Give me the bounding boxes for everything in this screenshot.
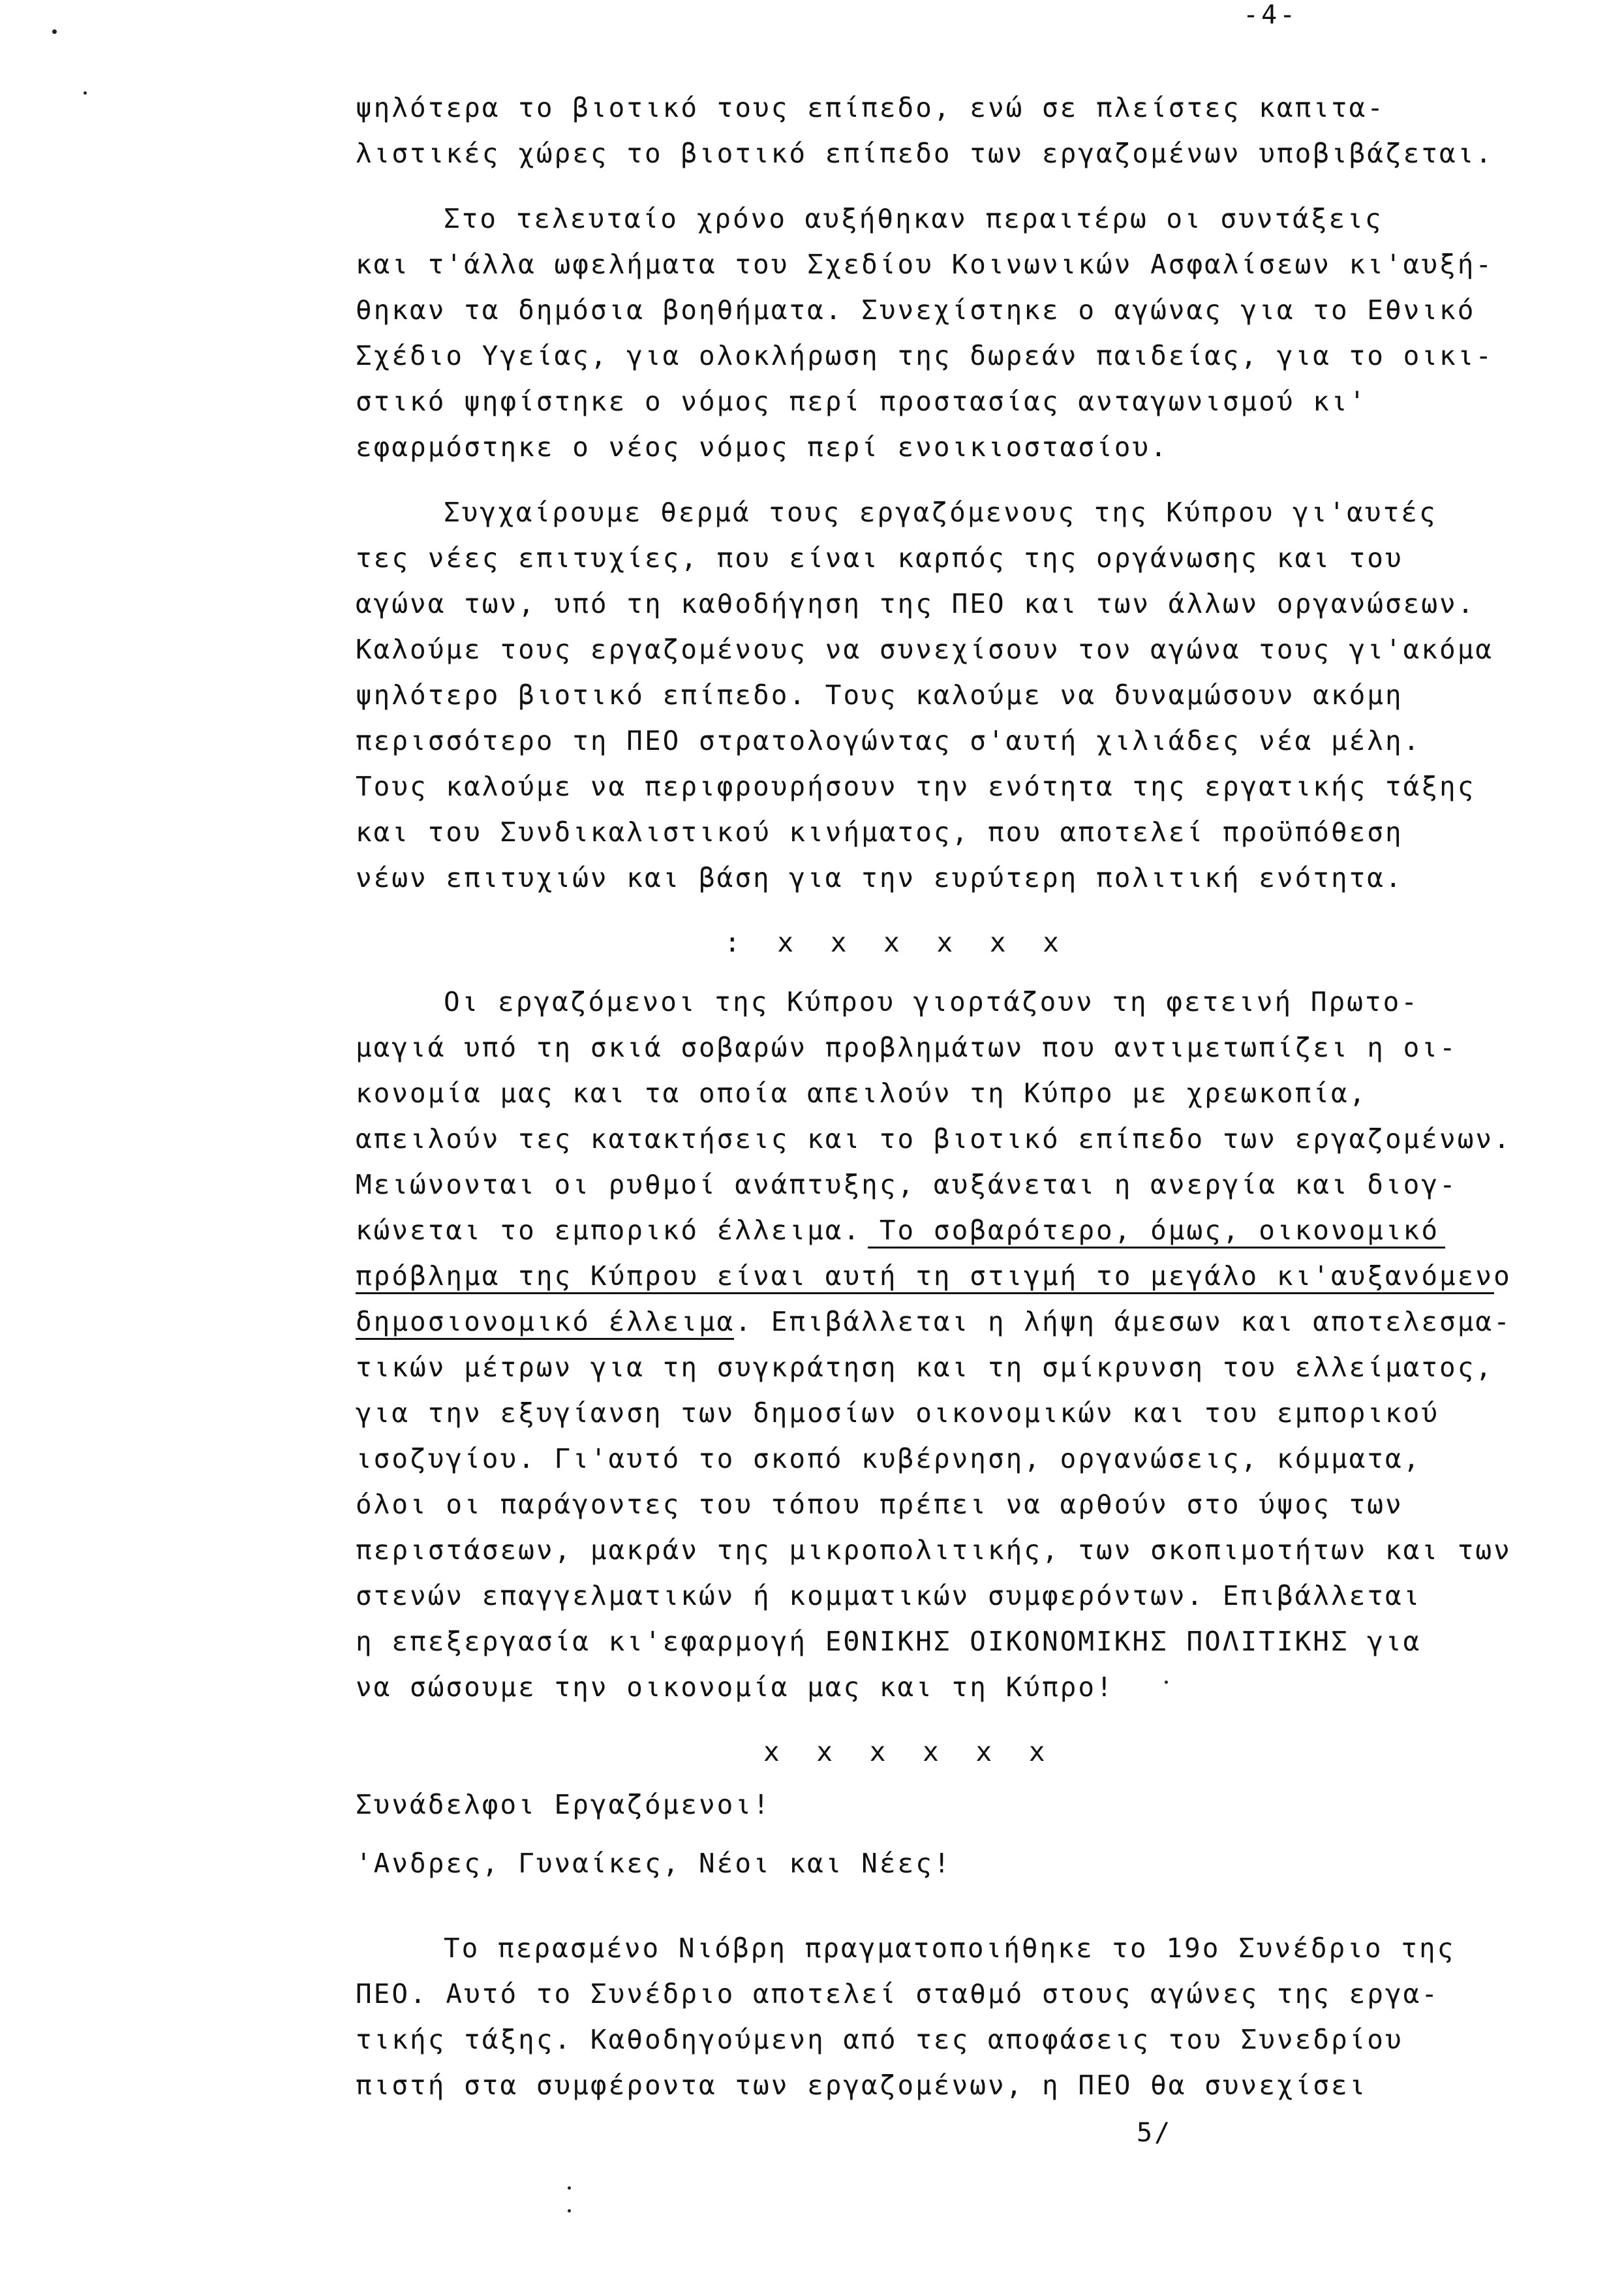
text-line: Στο τελευταίο χρόνο αυξήθηκαν περαιτέρω οι συντάξεις	[444, 203, 1383, 234]
text-line: στενών επαγγελματικών ή κομματικών συμφερόντων. Επιβάλλεται	[356, 1580, 1422, 1611]
scan-speck	[84, 91, 87, 95]
text-line: όλοι οι παράγοντες του τόπου πρέπει να αρθούν στο ύψος των	[356, 1489, 1403, 1520]
text-line: πιστή στα συμφέροντα των εργαζομένων, η ΠΕΟ θα συνεχίσει	[356, 2070, 1368, 2101]
underline-mark	[868, 1247, 1445, 1249]
text-line: στικό ψηφίστηκε ο νόμος περί προστασίας ανταγωνισμού κι'	[356, 386, 1368, 417]
text-line: κονομία μας και τα οποία απειλούν τη Κύπρο με χρεωκοπία,	[356, 1078, 1368, 1109]
text-line: δημοσιονομικό έλλειμα. Επιβάλλεται η λήψη άμεσων και αποτελεσμα-	[356, 1306, 1512, 1337]
continuation-marker: 5/	[1137, 2118, 1172, 2148]
text-line: τες νέες επιτυχίες, που είναι καρπός της οργάνωσης και του	[356, 542, 1403, 574]
scan-speck	[568, 2186, 571, 2190]
text-line: αγώνα των, υπό τη καθοδήγηση της ΠΕΟ και των άλλων οργανώσεων.	[356, 588, 1476, 619]
scan-speck	[1165, 1681, 1168, 1684]
text-line: περιστάσεων, μακράν της μικροπολιτικής, των σκοπιμοτήτων και των	[356, 1534, 1512, 1566]
text-line: πρόβλημα της Κύπρου είναι αυτή τη στιγμή το μεγάλο κι'αυξανόμενο	[356, 1260, 1512, 1292]
text-line: και τ'άλλα ωφελήματα του Σχεδίου Κοινωνικών Ασφαλίσεων κι'αυξή-	[356, 249, 1494, 280]
scan-speck	[52, 29, 57, 34]
text-line: λιστικές χώρες το βιοτικό επίπεδο των εργαζομένων υποβιβάζεται.	[356, 138, 1494, 169]
text-line: ισοζυγίου. Γι'αυτό το σκοπό κυβέρνηση, οργανώσεις, κόμματα,	[356, 1443, 1422, 1474]
text-line: Συγχαίρουμε θερμά τους εργαζόμενους της Κύπρου γι'αυτές	[444, 497, 1437, 528]
text-line: για την εξυγίανση των δημοσίων οικονομικών και του εμπορικού	[356, 1397, 1440, 1429]
text-line: μαγιά υπό τη σκιά σοβαρών προβλημάτων που αντιμετωπίζει η οι-	[356, 1032, 1458, 1063]
text-line: Οι εργαζόμενοι της Κύπρου γιορτάζουν τη φετεινή Πρωτο-	[444, 986, 1419, 1017]
page-number: -4-	[1243, 0, 1298, 30]
text-line: εφαρμόστηκε ο νέος νόμος περί ενοικιοστασίου.	[356, 431, 1169, 463]
text-line: Το περασμένο Νιόβρη πραγματοποιήθηκε το 19ο Συνέδριο της	[444, 1932, 1456, 1964]
text-line: κώνεται το εμπορικό έλλειμα. Το σοβαρότερο, όμως, οικονομικό	[356, 1215, 1440, 1246]
text-line: ψηλότερο βιοτικό επίπεδο. Τους καλούμε να δυναμώσουν ακόμη	[356, 679, 1403, 711]
underline-mark	[356, 1338, 734, 1340]
text-line: και του Συνδικαλιστικού κινήματος, που αποτελεί προϋπόθεση	[356, 816, 1403, 848]
section-separator: x x x x x x	[763, 1736, 1056, 1767]
text-line: ΠΕΟ. Αυτό το Συνέδριο αποτελεί σταθμό στους αγώνες της εργα-	[356, 1978, 1440, 2009]
text-line: Τους καλούμε να περιφρουρήσουν την ενότητα της εργατικής τάξης	[356, 771, 1476, 802]
text-line: θηκαν τα δημόσια βοηθήματα. Συνεχίστηκε ο αγώνας για το Εθνικό	[356, 294, 1476, 326]
underline-mark	[356, 1292, 1494, 1294]
text-line: Σχέδιο Υγείας, για ολοκλήρωση της δωρεάν παιδείας, για το οικι-	[356, 340, 1494, 371]
text-line: να σώσουμε την οικονομία μας και τη Κύπρο!	[356, 1671, 1114, 1703]
text-line: ψηλότερα το βιοτικό τους επίπεδο, ενώ σε πλείστες καπιτα-	[356, 92, 1385, 123]
text-line: τικών μέτρων για τη συγκράτηση και τη σμίκρυνση του ελλείματος,	[356, 1352, 1494, 1383]
text-line: απειλούν τες κατακτήσεις και το βιοτικό επίπεδο των εργαζομένων.	[356, 1123, 1512, 1155]
text-line: Καλούμε τους εργαζομένους να συνεχίσουν τον αγώνα τους γι'ακόμα	[356, 634, 1494, 665]
section-separator: : x x x x x x	[724, 927, 1069, 958]
text-line: τικής τάξης. Καθοδηγούμενη από τες αποφάσεις του Συνεδρίου	[356, 2024, 1403, 2055]
text-line: νέων επιτυχιών και βάση για την ευρύτερη πολιτική ενότητα.	[356, 862, 1403, 893]
text-line: περισσότερο τη ΠΕΟ στρατολογώντας σ'αυτή χιλιάδες νέα μέλη.	[356, 725, 1422, 756]
text-line: Μειώνονται οι ρυθμοί ανάπτυξης, αυξάνεται η ανεργία και διογ-	[356, 1169, 1458, 1200]
text-line: η επεξεργασία κι'εφαρμογή ΕΘΝΙΚΗΣ ΟΙΚΟΝΟΜΙΚΗΣ ΠΟΛΙΤΙΚΗΣ για	[356, 1626, 1422, 1657]
scan-speck	[568, 2209, 571, 2212]
salutation-line: Συνάδελφοι Εργαζόμενοι!	[356, 1789, 771, 1820]
salutation-line: 'Ανδρες, Γυναίκες, Νέοι και Νέες!	[356, 1848, 952, 1879]
